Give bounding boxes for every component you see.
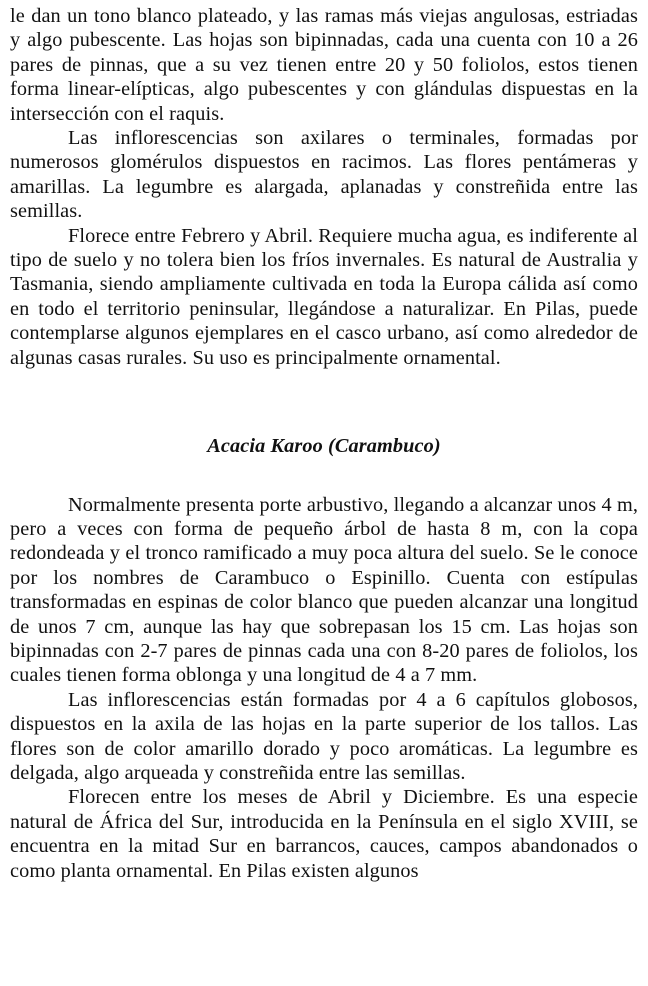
section-heading: Acacia Karoo (Carambuco) [207,435,441,458]
paragraph-inflorescences-2: Las inflorescencias están formadas por 4 a 6 capítulos globosos, dispuestos en la axila de las hojas en la parte superior de los tallos. Las flores son de color amarillo dorado y poco aromáticas. La legumbre es delgada, algo arqueada y constreñida entre las semillas. [10,688,638,784]
paragraph-continuation: le dan un tono blanco plateado, y las ramas más viejas angulosas, estriadas y algo pubescente. Las hojas son bipinnadas, cada una cuenta con 10 a 26 pares de pinnas, que a su vez tienen entre 20 y 50 foliolos, estos tienen forma linear-elípticas, algo pubescentes y con glándulas dispuestas en la intersección con el raquis. [10,5,638,125]
paragraph-inflorescences-1: Las inflorescencias son axilares o terminales, formadas por numerosos glomérulos dispuestos en racimos. Las flores pentámeras y amarillas. La legumbre es alargada, aplanadas y constreñida entre las semillas. [10,127,638,223]
paragraph-flowering-1: Florece entre Febrero y Abril. Requiere mucha agua, es indiferente al tipo de suelo y no tolera bien los fríos invernales. Es natural de Australia y Tasmania, siendo ampliamente cultivada en toda la Europa cálida así como en todo el territorio peninsular, llegándose a naturalizar. En Pilas, puede contemplarse algunos ejemplares en el casco urbano, así como alrededor de algunas casas rurales. Su uso es principalmente ornamental. [10,224,638,369]
heading-spacer [10,459,638,493]
paragraph-flowering-2: Florecen entre los meses de Abril y Diciembre. Es una especie natural de África del Sur, introducida en la Península en el siglo XVIII, se encuentra en la mitad Sur en barrancos, cauces, campos abandonados o como planta ornamental. En Pilas existen algunos [10,786,638,882]
document-page [10,4,638,883]
section-spacer [10,370,638,434]
paragraph-description: Normalmente presenta porte arbustivo, llegando a alcanzar unos 4 m, pero a veces con forma de pequeño árbol de hasta 8 m, con la copa redondeada y el tronco ramificado a muy poca altura del suelo. Se le conoce por los nombres de Carambuco o Espinillo. Cuenta con estípulas transformadas en espinas de color blanco que pueden alcanzar una longitud de unos 7 cm, aunque las hay que sobrepasan los 15 cm. Las hojas son bipinnadas con 2-7 pares de pinnas cada una con 8-20 pares de foliolos, los cuales tienen forma oblonga y una longitud de 4 a 7 mm. [10,493,638,687]
